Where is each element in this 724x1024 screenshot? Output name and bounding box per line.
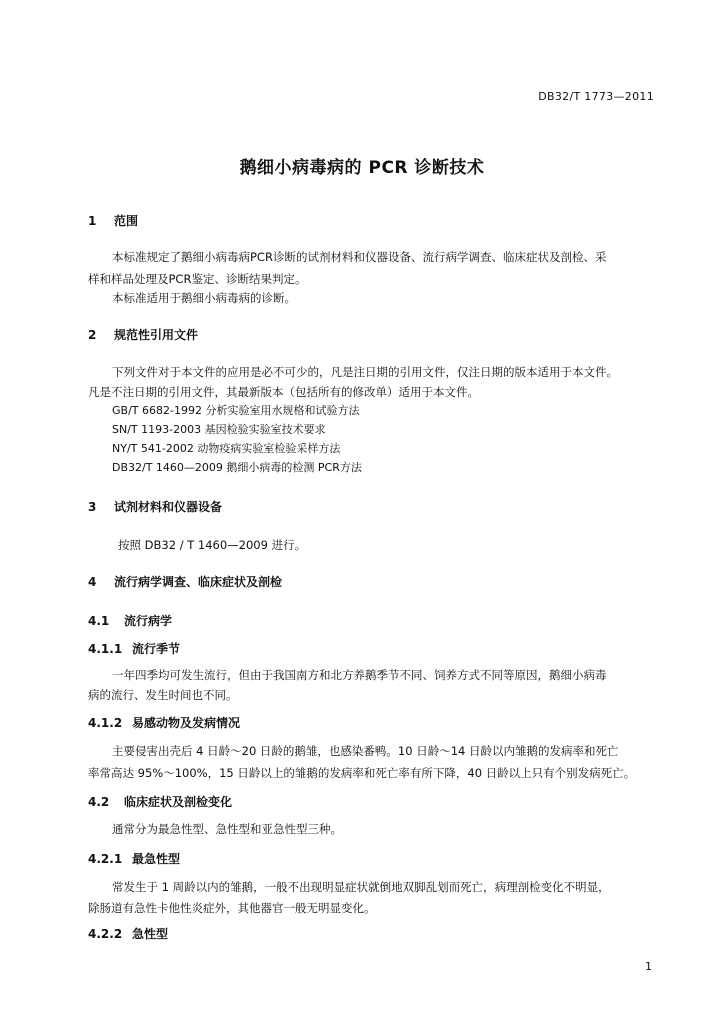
subsection-4-2-1-heading <box>88 850 180 867</box>
section-number: 4 <box>88 575 97 589</box>
reference-item: DB32/T 1460—2009 鹅细小病毒的检测 PCR方法 <box>112 461 362 474</box>
section-number: 3 <box>88 500 97 514</box>
subsection-number: 4.1 <box>88 614 110 628</box>
paragraph: 样和样品处理及PCR鉴定、诊断结果判定。 <box>88 272 307 286</box>
subsection-title: 流行病学 <box>124 614 173 628</box>
subsection-4-1-heading <box>88 612 172 629</box>
section-2-heading <box>88 326 198 343</box>
paragraph: 按照 DB32 / T 1460—2009 进行。 <box>118 538 307 552</box>
section-4-heading <box>88 573 282 590</box>
section-3-heading <box>88 498 222 515</box>
reference-item: GB/T 6682-1992 分析实验室用水规格和试验方法 <box>112 404 360 417</box>
section-1-heading <box>88 212 138 229</box>
paragraph: 常发生于 1 周龄以内的雏鹅，一般不出现明显症状就倒地双脚乱划而死亡，病理剖检变化不明显， <box>112 880 610 894</box>
paragraph: 下列文件对于本文件的应用是必不可少的，凡是注日期的引用文件，仅注日期的版本适用于本文件。 <box>112 365 618 379</box>
subsection-title: 易感动物及发病情况 <box>132 716 241 730</box>
section-title: 规范性引用文件 <box>114 328 199 342</box>
subsection-title: 急性型 <box>132 927 169 941</box>
section-title: 流行病学调查、临床症状及剖检 <box>114 575 283 589</box>
paragraph: 一年四季均可发生流行，但由于我国南方和北方养鹅季节不同、饲养方式不同等原因，鹅细小病毒 <box>112 668 607 682</box>
paragraph: 病的流行、发生时间也不同。 <box>88 688 238 702</box>
reference-item: NY/T 541-2002 动物疫病实验室检验采样方法 <box>112 442 341 455</box>
paragraph: 主要侵害出壳后 4 日龄～20 日龄的鹅雏，也感染番鸭。10 日龄～14 日龄以内雏鹅的发病率和死亡 <box>112 744 619 758</box>
subsection-4-2-heading <box>88 793 232 810</box>
paragraph: 通常分为最急性型、急性型和亚急性型三种。 <box>112 822 342 836</box>
subsection-4-1-1-heading <box>88 640 180 657</box>
standard-code: DB32/T 1773—2011 <box>538 90 654 103</box>
subsection-4-1-2-heading <box>88 714 240 731</box>
page-number: 1 <box>645 960 652 973</box>
paragraph: 本标准规定了鹅细小病毒病PCR诊断的试剂材料和仪器设备、流行病学调查、临床症状及剖检、采 <box>112 250 607 264</box>
subsection-title: 临床症状及剖检变化 <box>124 795 233 809</box>
reference-item: SN/T 1193-2003 基因检验实验室技术要求 <box>112 423 326 436</box>
subsection-number: 4.2 <box>88 795 110 809</box>
subsection-number: 4.2.1 <box>88 852 123 866</box>
paragraph: 率常高达 95%～100%，15 日龄以上的雏鹅的发病率和死亡率有所下降，40 日龄以上只有个别发病死亡。 <box>88 766 636 780</box>
subsection-title: 最急性型 <box>132 852 181 866</box>
paragraph: 本标准适用于鹅细小病毒病的诊断。 <box>112 291 296 305</box>
subsection-number: 4.1.2 <box>88 716 123 730</box>
paragraph: 除肠道有急性卡他性炎症外，其他器官一般无明显变化。 <box>88 901 376 915</box>
section-number: 1 <box>88 214 97 228</box>
section-title: 范围 <box>114 214 139 228</box>
subsection-number: 4.2.2 <box>88 927 123 941</box>
section-title: 试剂材料和仪器设备 <box>114 500 223 514</box>
subsection-title: 流行季节 <box>132 642 181 656</box>
paragraph: 凡是不注日期的引用文件，其最新版本（包括所有的修改单）适用于本文件。 <box>88 385 479 399</box>
subsection-number: 4.1.1 <box>88 642 123 656</box>
document-title: 鹅细小病毒病的 PCR 诊断技术 <box>239 158 485 178</box>
subsection-4-2-2-heading <box>88 925 168 942</box>
section-number: 2 <box>88 328 97 342</box>
